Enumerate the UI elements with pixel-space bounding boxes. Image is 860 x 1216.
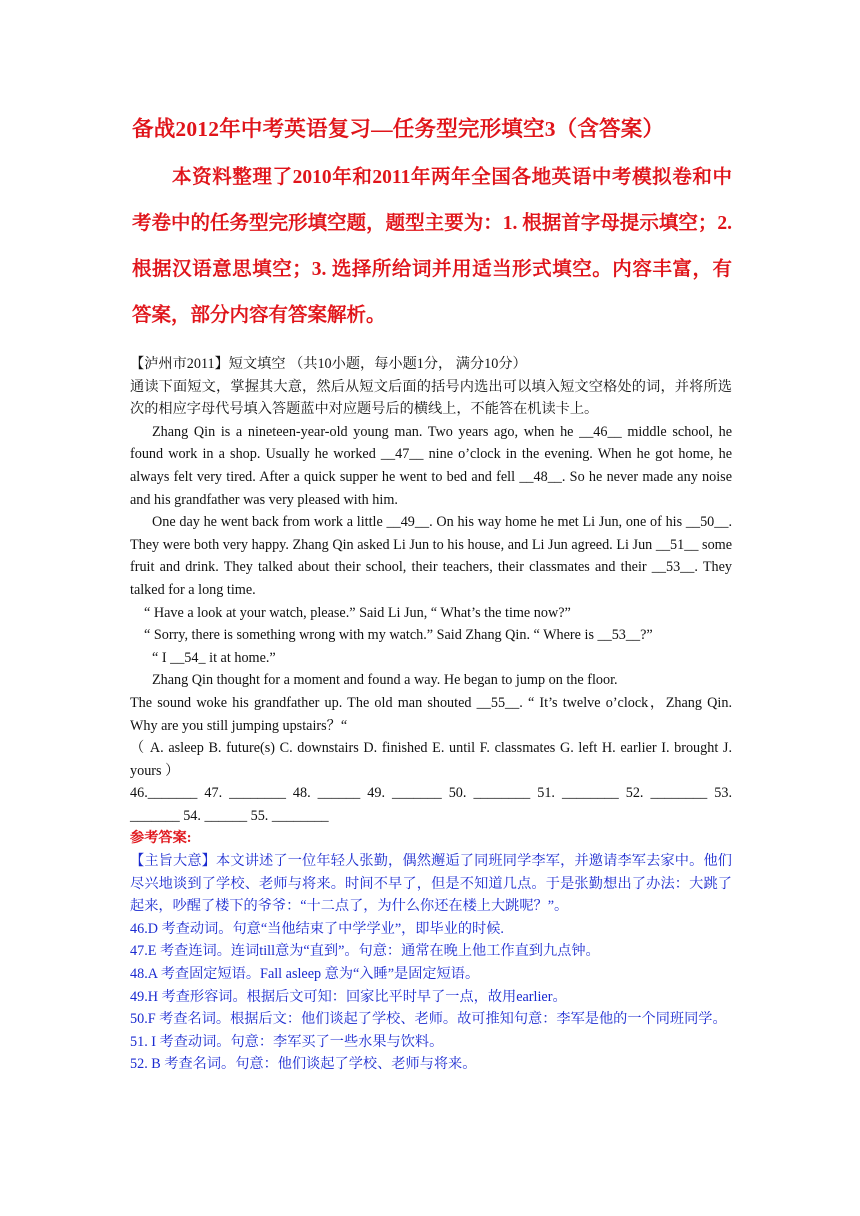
document-title: 备战2012年中考英语复习—任务型完形填空3（含答案）: [132, 117, 665, 141]
intro-paragraph: 本资料整理了2010年和2011年两年全国各地英语中考模拟卷和中考卷中的任务型完形填空题，题型主要为：1. 根据首字母提示填空；2. 根据汉语意思填空；3. 选择所给词并用适当形式填空。内容丰富，有答案，部分内容有答案解析。: [132, 167, 732, 326]
passage-paragraph-2: One day he went back from work a little __49__. On his way home he met Li Jun, one of his __50__. They were both very happy. Zhang Qin asked Li Jun to his house, and Li Jun agreed. Li Jun __51__ some fruit and drink. They talked about their school, their teachers, their classmates and their __53__. They talked for a long time.: [130, 514, 732, 598]
section-header: 【泸州市2011】短文填空 （共10小题，每小题1分， 满分10分）: [130, 356, 527, 372]
answer-blanks: 46._______ 47. ________ 48. ______ 49. _______ 50. ________ 51. ________ 52. ________ 53. _______ 54. ______ 55. ________: [130, 785, 732, 824]
passage-paragraph-4: The sound woke his grandfather up. The old man shouted __55__. “ It’s twelve o’clock，Zhang Qin. Why are you still jumping upstairs？“: [130, 694, 732, 734]
answer-item: 49.H 考查形容词。根据后文可知：回家比平时早了一点，故用earlier。: [130, 988, 567, 1005]
section-instruction: 通读下面短文，掌握其大意，然后从短文后面的括号内选出可以填入短文空格处的词，并将所选次的相应字母代号填入答题蓝中对应题号后的横线上，不能答在机读卡上。: [130, 378, 732, 418]
answer-item: 50.F 考查名词。根据后文：他们谈起了学校、老师。故可推知句意：李军是他的一个同班同学。: [130, 1011, 727, 1028]
answer-item: 47.E 考查连词。连词till意为“直到”。句意：通常在晚上他工作直到九点钟。: [130, 943, 600, 960]
dialogue-line-3: “ I __54_ it at home.”: [152, 649, 276, 666]
answer-item: 52. B 考查名词。句意：他们谈起了学校、老师与将来。: [130, 1056, 477, 1073]
exercise-section: [130, 353, 732, 1076]
answer-item: 48.A 考查固定短语。Fall asleep 意为“入睡”是固定短语。: [130, 966, 480, 983]
passage-paragraph-1: Zhang Qin is a nineteen-year-old young man. Two years ago, when he __46__ middle school, he found work in a shop. Usually he worked __47__ nine o’clock in the evening. When he got home, he always felt very tired. After a quick supper he went to bed and fell __48__. So he never made any noise and his grandfather was very pleased with him.: [130, 423, 732, 508]
answers-label: 参考答案:: [130, 830, 192, 847]
word-options: （ A. asleep B. future(s) C. downstairs D. finished E. until F. classmates G. left H. earlier I. brought J. yours ）: [130, 740, 732, 779]
answer-item: 51. I 考查动词。句意：李军买了一些水果与饮料。: [130, 1033, 444, 1050]
answer-summary: 【主旨大意】本文讲述了一位年轻人张勤，偶然邂逅了同班同学李军，并邀请李军去家中。他们尽兴地谈到了学校、老师与将来。时间不早了，但是不知道几点。于是张勤想出了办法：大跳了起来，吵醒了楼下的爷爷：“十二点了，为什么你还在楼上大跳呢？”。: [130, 853, 732, 915]
dialogue-line-2: “ Sorry, there is something wrong with my watch.” Said Zhang Qin. “ Where is __53__?”: [144, 627, 653, 644]
passage-paragraph-3: Zhang Qin thought for a moment and found a way. He began to jump on the floor.: [152, 672, 618, 689]
dialogue-line-1: “ Have a look at your watch, please.” Said Li Jun, “ What’s the time now?”: [144, 604, 571, 621]
answer-item: 46.D 考查动词。句意“当他结束了中学学业”，即毕业的时候.: [130, 920, 504, 937]
